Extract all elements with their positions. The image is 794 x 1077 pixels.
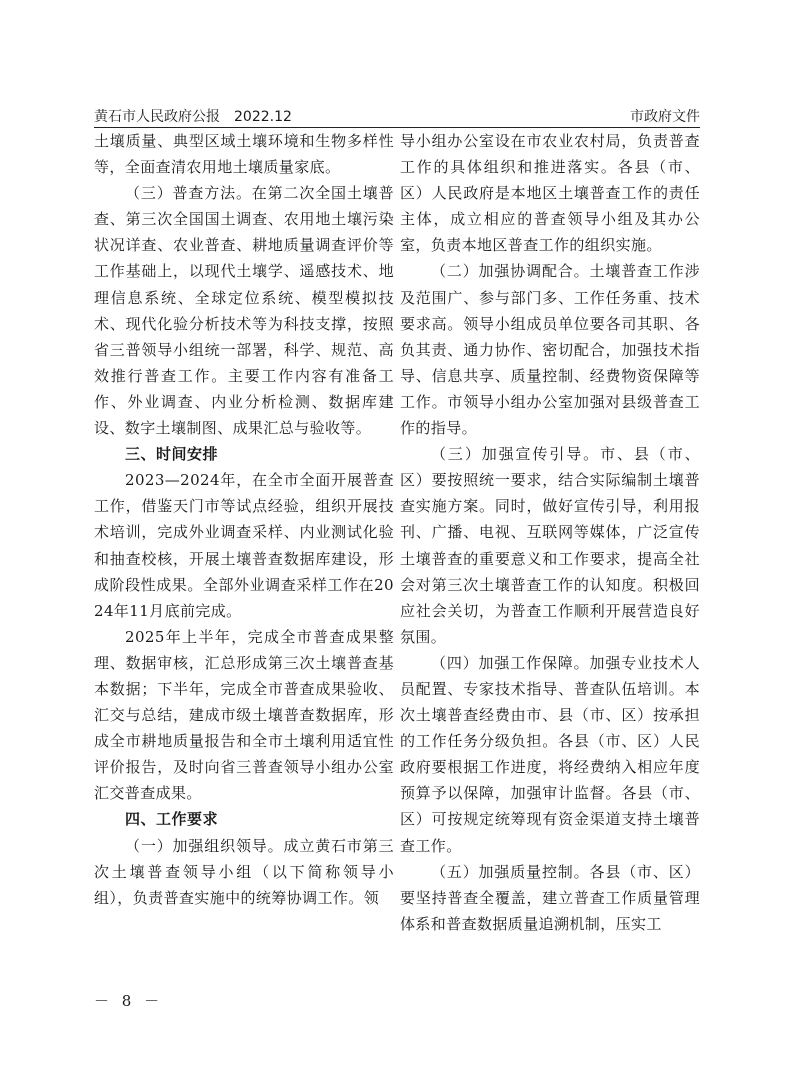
paragraph: （三）普查方法。在第二次全国土壤普查、第三次全国国土调查、农用地土壤污染状况详查、农业普查、耕地质量调查评价等工作基础上，以现代土壤学、遥感技术、地理信息系统、全球定位系统、模型模拟技术、现代化验分析技术等为科技支撑，按照省三普领导小组统一部署，科学、规范、高效推行普查工作。主要工作内容有准备工作、外业调查、内业分析检测、数据库建设、数字土壤制图、成果汇总与验收等。 [94,184,394,438]
paragraph: （四）加强工作保障。加强专业技术人员配置、专家技术指导、普查队伍培训。本次土壤普查经费由市、县（市、区）按承担的工作任务分级负担。各县（市、区）人民政府要根据工作进度，将经费纳入相应年度预算予以保障，加强审计监督。各县（市、区）可按规定统筹现有资金渠道支持土壤普查工作。 [400,653,700,855]
paragraph: 导小组办公室设在市农业农村局，负责普查工作的具体组织和推进落实。各县（市、区）人民政府是本地区土壤普查工作的责任主体，成立相应的普查领导小组及其办公室，负责本地区普查工作的组织实施。 [400,132,700,255]
paragraph: （五）加强质量控制。各县（市、区）要坚持普查全覆盖，建立普查工作质量管理体系和普查数据质量追溯机制，压实工 [400,862,700,933]
paragraph: 2023—2024年，在全市全面开展普查工作，借鉴天门市等试点经验，组织开展技术培训，完成外业调查采样、内业测试化验和抽查校核，开展土壤普查数据库建设，形成阶段性成果。全部外业调查采样工作在2024年11月底前完成。 [94,471,394,620]
paragraph: 土壤质量、典型区域土壤环境和生物多样性等，全面查清农用地土壤质量家底。 [94,132,394,177]
paragraph: 2025年上半年，完成全市普查成果整理、数据审核，汇总形成第三次土壤普查基本数据；下半年，完成全市普查成果验收、汇交与总结，建成市级土壤普查数据库，形成全市耕地质量报告和全市土壤利用适宜性评价报告，及时向省三普查领导小组办公室汇交普查成果。 [94,627,394,803]
publication-title: 黄石市人民政府公报 2022.12 [94,109,292,125]
paragraph: （二）加强协调配合。土壤普查工作涉及范围广、参与部门多、工作任务重、技术要求高。领导小组成员单位要各司其职、各负其责、通力协作、密切配合，加强技术指导、信息共享、质量控制、经费物资保障等工作。市领导小组办公室加强对县级普查工作的指导。 [400,262,700,438]
page-number: － 8 － [94,992,164,1010]
section-heading: 三、时间安排 [125,445,219,464]
right-column [400,128,700,937]
page-header [94,104,700,128]
left-column [94,128,394,911]
paragraph: （三）加强宣传引导。市、县（市、区）要按照统一要求，结合实际编制土壤普查实施方案。同时，做好宣传引导，利用报刊、广播、电视、互联网等媒体，广泛宣传土壤普查的重要意义和工作要求，提高全社会对第三次土壤普查工作的认知度。积极回应社会关切，为普查工作顺利开展营造良好氛围。 [400,445,700,646]
paragraph: （一）加强组织领导。成立黄石市第三次土壤普查领导小组（以下简称领导小组），负责普查实施中的统筹协调工作。领 [94,836,394,907]
section-title: 市政府文件 [630,109,700,125]
section-heading: 四、工作要求 [125,810,219,829]
